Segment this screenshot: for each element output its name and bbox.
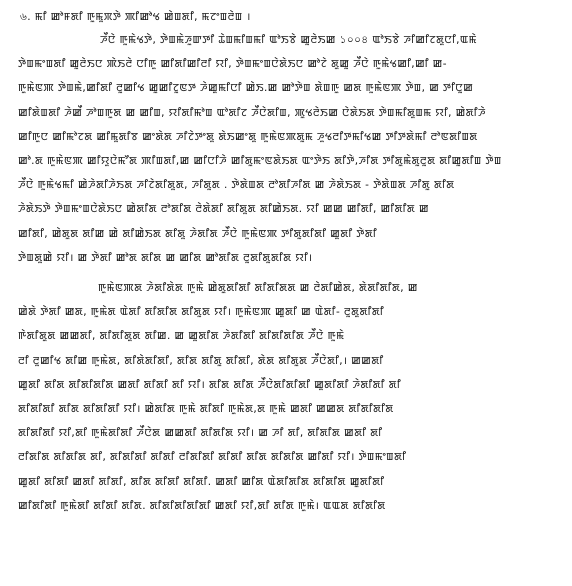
- paragraph-line: ꯍꯩꯅꯥ ꯒꯨꯃꯥꯠꯃꯤ ꯀꯥꯍꯥꯗꯤꯍꯥꯏꯗ ꯍꯤꯖꯥꯗꯤꯗꯨꯗ, ꯍꯤꯗꯨꯗ . ꯇꯥꯗꯥꯡꯗ ꯂꯣꯗꯤꯍꯤꯗ ꯀ ꯍꯥꯗꯥꯏꯗ - ꯇꯥꯗꯥꯡꯗ ꯍꯤꯗꯨ ꯗꯤꯗ: [18, 179, 455, 192]
- paragraph-line: ꯀꯨꯗꯤ ꯗꯤꯗꯤ ꯀꯗꯤ ꯗꯤꯗꯤ, ꯗꯤꯗ ꯗꯤꯗꯤ ꯗꯤꯗꯤ. ꯀꯗꯤ ꯀꯤꯗ ꯑꯥꯗꯤꯗꯤꯗ ꯗꯤꯗꯤꯗ ꯀꯨꯗꯤꯗꯤ: [18, 475, 385, 488]
- paragraph-line: ꯒꯨꯃꯥꯟꯄꯗ ꯍꯥꯗꯤꯗꯥꯗ ꯒꯨꯃꯥ ꯀꯥꯗꯨꯗꯤꯗꯤ ꯗꯤꯗꯤꯗꯗ ꯀ ꯂꯥꯗꯤꯀꯥꯗ, ꯗꯥꯗꯤꯗꯤꯗ, ꯀ: [98, 282, 418, 295]
- paragraph-line: ꯂꯤꯗꯤꯗ ꯗꯤꯗꯤꯗ ꯗꯤ, ꯗꯤꯗꯤꯗꯤ ꯗꯤꯗꯤ ꯂꯤꯗꯤꯗꯤ ꯗꯤꯗꯤ ꯗꯤꯗ ꯗꯤꯗꯤꯗ ꯀꯤꯗꯤ ꯌꯤ। ꯇꯥꯡꯃꯦꯡꯗꯤ: [18, 451, 407, 464]
- paragraph-1: [18, 28, 562, 270]
- paragraph-line: ꯀꯣ.ꯗ ꯒꯨꯃꯥꯟꯄ ꯀꯤꯌꯨꯅꯥꯃꯧꯗ ꯄꯤꯡꯗꯤ,ꯀ ꯀꯤꯅꯤꯍꯥ ꯀꯤꯗꯨꯃꯦꯟꯗꯥꯏꯗ ꯑꯦꯇꯥꯏ ꯗꯤꯇꯥ,ꯍꯤꯗ ꯇꯤꯗꯨꯃꯥꯗꯨꯂꯨꯗ ꯗꯤꯀꯨꯗꯤꯡ ꯇꯥꯡ: [18, 155, 502, 168]
- paragraph-line: ꯀꯤꯗꯤ, ꯀꯥꯗꯨꯗ ꯗꯤꯀ ꯀꯥ ꯗꯤꯀꯥꯏꯗ ꯗꯤꯗꯨ ꯍꯥꯗꯤꯗ ꯍꯩꯅꯥ ꯒꯨꯃꯥꯟꯄ ꯇꯤꯗꯨꯗꯤꯗꯤ ꯀꯨꯗꯤ ꯇꯥꯗꯤ: [18, 227, 377, 240]
- paragraph-line: ꯗꯤꯗꯤꯗꯤ ꯌꯤ,ꯗꯤ ꯒꯨꯃꯥꯗꯤꯗꯤ ꯍꯩꯅꯥꯗ ꯀꯀꯗꯤ ꯗꯤꯗꯤꯗ ꯌꯤ। ꯀ ꯍꯤ ꯗꯤ, ꯗꯤꯗꯤꯗ ꯀꯗꯤ ꯗꯤ: [18, 427, 383, 440]
- paragraph-line: ꯒꯨꯃꯥꯟꯄ ꯇꯥꯡꯃꯥ,ꯀꯤꯗꯤ ꯂꯨꯀꯤꯠ ꯀꯨꯀꯤꯖꯨꯟꯇ ꯍꯥꯀꯨꯃꯤꯅꯤ ꯀꯥꯏ.ꯀ ꯀꯣꯇꯥꯡ ꯗꯥꯡꯒꯨ ꯀꯗ ꯒꯨꯃꯥꯟꯄ ꯇꯥꯡ, ꯀ ꯇꯤꯅꯨꯀ: [18, 82, 474, 95]
- paragraph-line: ꯀꯨꯗꯤ ꯗꯤꯗ ꯗꯤꯗꯤꯗꯤꯗ ꯀꯗꯤ ꯗꯤꯗꯤ ꯗꯤ ꯌꯤ। ꯗꯤꯗ ꯗꯤꯗ ꯍꯩꯅꯥꯗꯤꯗꯤꯗꯤ ꯀꯨꯗꯤꯗꯤ ꯍꯥꯗꯤꯗꯤ ꯗꯤ: [18, 378, 401, 391]
- paragraph-line: ꯗꯤꯗꯤꯗꯤ ꯗꯤꯗ ꯗꯤꯗꯤꯗꯤ ꯌꯤ। ꯀꯥꯗꯤꯗ ꯒꯨꯃꯥ ꯗꯤꯗꯤ ꯒꯨꯃꯥꯗ,ꯗ ꯒꯨꯃꯥ ꯀꯗꯤ ꯀꯀꯗ ꯗꯤꯗꯤꯗꯤꯗ: [18, 403, 394, 416]
- paragraph-line: ꯀꯤꯒꯨꯅ ꯀꯤꯃꯣꯖꯗ ꯀꯤꯃꯨꯗꯤꯕ ꯀꯦꯗꯥꯗ ꯍꯤꯖꯥꯇꯦꯗꯨ ꯗꯥꯏꯀꯦꯗꯨ ꯒꯨꯃꯥꯟꯄꯗꯨꯃ ꯍꯨꯠꯂꯤꯇꯃꯤꯠꯀ ꯇꯤꯇꯗꯥꯃꯤ ꯂꯣꯟꯗꯤꯡꯗ: [18, 130, 478, 143]
- paragraph-line: ꯀꯤꯗꯤꯗꯤ ꯒꯨꯃꯥꯗꯤ ꯗꯤꯗꯤ ꯗꯤꯗ. ꯗꯤꯗꯤꯗꯤꯗꯤꯗꯤ ꯀꯗꯤ ꯌꯤ,ꯗꯤ ꯗꯤꯗ ꯒꯨꯃꯥ। ꯑꯑꯗ ꯗꯤꯗꯤꯗ: [18, 499, 386, 512]
- paragraph-line: ꯍꯥꯗꯥꯏꯇꯥ ꯇꯥꯡꯃꯦꯡꯅꯥꯗꯥꯏꯅ ꯀꯥꯗꯤꯗ ꯂꯣꯗꯤꯗ ꯂꯥꯗꯥꯗꯤ ꯗꯤꯗꯨꯗ ꯗꯤꯀꯥꯏꯗ. ꯌꯤ ꯀꯀ ꯀꯤꯗꯤ, ꯀꯤꯗꯤꯗ ꯀ: [18, 203, 429, 216]
- paragraph-line: ꯍꯩꯅꯥ ꯒꯨꯃꯥꯠꯇꯥ, ꯇꯥꯡꯃꯥꯍꯨꯛꯇꯤ ꯊꯥꯡꯃꯤꯡꯃꯤ ꯑꯣꯏꯕꯥ ꯀꯨꯂꯥꯏꯀ ১০০৪ ꯑꯣꯏꯕꯥ ꯍꯤꯀꯤꯖꯗꯨꯅꯤ,ꯑꯃꯥ: [100, 34, 477, 46]
- paragraph-line: ꯀꯥꯗꯥ ꯇꯥꯗꯤ ꯀꯗ, ꯒꯨꯃꯥꯗ ꯑꯥꯗꯤ ꯗꯤꯗꯤꯗ ꯗꯤꯗꯨꯗ ꯌꯤ। ꯒꯨꯃꯥꯟꯄ ꯀꯨꯗꯤ ꯀ ꯑꯥꯗꯤ- ꯂꯨꯗꯨꯗꯤꯗꯤ: [18, 306, 385, 319]
- paragraph-line: ꯒꯥꯗꯤꯗꯨꯗ ꯀꯀꯗꯤ, ꯗꯤꯗꯤꯗꯨꯗ ꯗꯤꯀ. ꯀ ꯀꯨꯗꯤꯗ ꯍꯥꯗꯤꯗꯤ ꯗꯤꯗꯤꯗꯤꯗ ꯍꯩꯅꯥ ꯒꯨꯃꯥ: [18, 330, 345, 343]
- paragraph-line: ꯇꯥꯡꯗꯨꯀꯥ ꯌꯤ। ꯀ ꯇꯥꯗꯤ ꯀꯣꯗ ꯗꯤꯗ ꯀ ꯀꯤꯗ ꯀꯣꯗꯤꯗ ꯂꯨꯗꯤꯗꯨꯗꯤꯗ ꯌꯤ।: [18, 251, 313, 264]
- paragraph-line: ꯀꯤꯗꯥꯡꯗꯤ ꯍꯥꯀꯩ ꯍꯣꯡꯒꯨꯗ ꯀ ꯀꯤꯡ, ꯌꯤꯗꯤꯃꯣꯡ ꯑꯣꯗꯤꯖ ꯍꯩꯅꯥꯗꯤꯡ, ꯄꯨꯠꯂꯥꯏꯀ ꯅꯥꯗꯥꯏꯗ ꯇꯥꯡꯃꯤꯗꯨꯡꯃ ꯌꯤ, ꯀꯥꯗꯤꯍꯥ: [18, 106, 486, 119]
- paragraph-line: ꯂꯤ ꯂꯨꯀꯤꯠ ꯗꯤꯀ ꯒꯨꯃꯥꯗ, ꯗꯤꯗꯥꯗꯤꯗꯤ, ꯗꯤꯗ ꯗꯤꯗꯨ ꯗꯤꯗꯤ, ꯗꯥꯗ ꯗꯤꯗꯨꯗ ꯍꯩꯅꯥꯗꯤ,। ꯀꯀꯗꯤ: [18, 354, 384, 367]
- paragraph-2: [18, 276, 562, 518]
- paragraph-line: ꯇꯥꯡꯃꯦꯡꯗꯤ ꯀꯨꯂꯥꯏꯅ ꯄꯥꯏꯂꯥ ꯅꯤꯒꯨ ꯀꯤꯗꯤꯀꯤꯂꯤ ꯌꯤ, ꯇꯥꯡꯃꯦꯡꯅꯥꯗꯥꯏꯅ ꯀꯣꯖꯥ ꯗꯨꯀꯨ ꯍꯩꯅꯥ ꯒꯨꯃꯥꯠꯀꯤ,ꯀꯤ ꯀ-: [18, 58, 447, 71]
- section-heading: ৬. ꯃꯤ ꯀꯣꯝꯗꯤ ꯒꯨꯃꯨꯞꯇꯥ ꯄꯤꯀꯣꯠ ꯀꯥꯡꯗꯤ, ꯃꯖꯦꯡꯂꯥꯡ ।: [20, 11, 251, 23]
